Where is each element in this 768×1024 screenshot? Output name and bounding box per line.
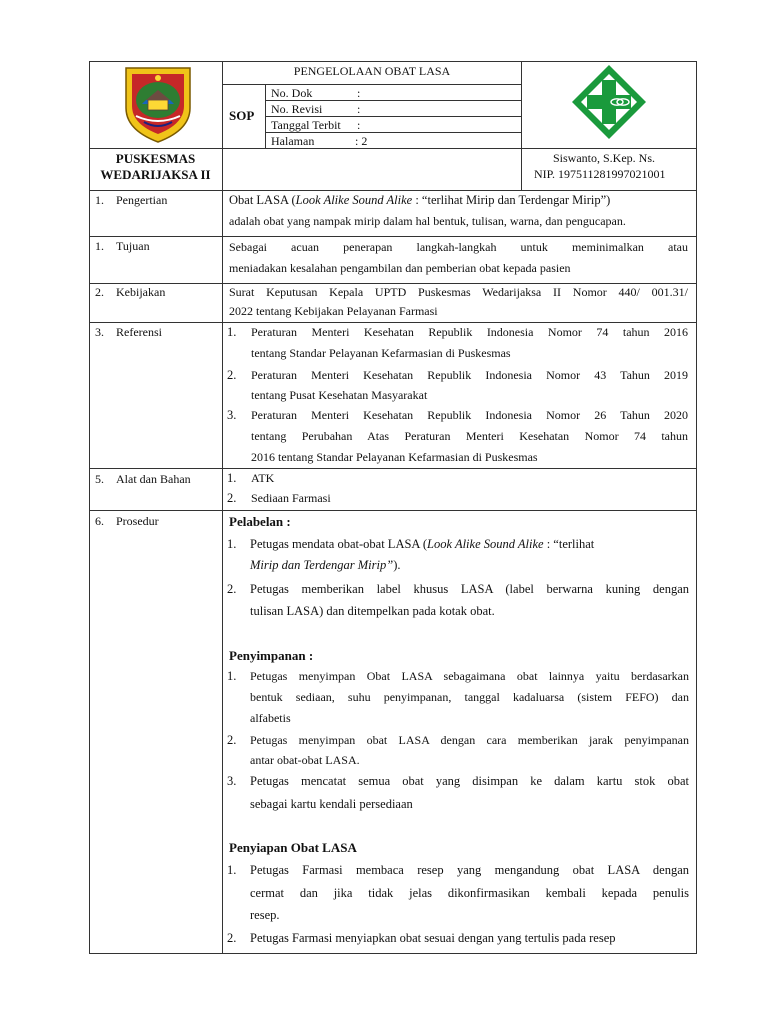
alat-item: Sediaan Farmasi [251,491,331,505]
referensi-item-line: tentang Perubahan Atas Peraturan Menteri Kesehatan Nomor 74 tahun [251,429,688,443]
field-label-halaman: Halaman [271,134,315,148]
divider [89,236,697,237]
divider [89,322,697,323]
penyimpanan-item-line: antar obat-obat LASA. [250,753,360,767]
divider [89,468,697,469]
divider [89,510,697,511]
list-number: 3. [227,408,237,422]
divider [89,190,697,191]
kebijakan-line1: Surat Keputusan Kepala UPTD Puskesmas Wedarijaksa II Nomor 440/ 001.31/ [229,285,688,299]
section-label-prosedur: Prosedur [116,514,159,528]
list-number: 2. [227,931,237,945]
signer-nip: NIP. 197511281997021001 [534,167,666,181]
divider [89,283,697,284]
referensi-item-line: Peraturan Menteri Kesehatan Republik Indonesia Nomor 26 Tahun 2020 [251,408,688,422]
divider [222,61,223,954]
penyimpanan-item-line: Petugas menyimpan Obat LASA sebagaimana obat lainnya yaitu berdasarkan [250,669,689,683]
penyimpanan-item-line: sebagai kartu kendali persediaan [250,797,413,811]
pelabelan-item-line [250,558,401,573]
penyiapan-item-line: Petugas Farmasi membaca resep yang mengandung obat LASA dengan [250,863,689,877]
pelabelan-item-line: Petugas memberikan label khusus LASA (label berwarna kuning dengan [250,582,689,596]
pengertian-line1 [229,193,610,208]
referensi-item-line: tentang Pusat Kesehatan Masyarakat [251,388,428,402]
section-label-referensi: Referensi [116,325,162,339]
kebijakan-line2: 2022 tentang Kebijakan Pelayanan Farmasi [229,304,438,318]
pelabelan-text: ). [393,558,401,572]
field-value-no-revisi: : [357,102,361,116]
list-number: 1. [227,669,237,683]
pelabelan-italic: Look Alike Sound Alike [427,537,544,551]
section-number: 1. [95,193,104,207]
document-title: PENGELOLAAN OBAT LASA [293,64,451,78]
list-number: 1. [227,471,237,485]
list-number: 2. [227,733,237,747]
pelabelan-item-line [250,537,594,552]
divider [223,84,521,85]
referensi-item-line: Peraturan Menteri Kesehatan Republik Indonesia Nomor 74 tahun 2016 [251,325,688,339]
org-name-line1: PUSKESMAS [115,151,196,166]
list-number: 3. [227,774,237,788]
section-label-pengertian: Pengertian [116,193,168,207]
list-number: 2. [227,491,237,505]
subheading-penyimpanan: Penyimpanan : [229,648,314,663]
org-name-line2: WEDARIJAKSA II [100,167,211,182]
pengertian-text: : “terlihat Mirip dan Terdengar Mirip”) [412,193,611,207]
field-label-no-revisi: No. Revisi [271,102,323,116]
field-value-tanggal-terbit: : [357,118,361,132]
penyimpanan-item-line: alfabetis [250,711,291,725]
divider [265,84,266,148]
tujuan-line1: Sebagai acuan penerapan langkah-langkah untuk meminimalkan atau [229,240,688,254]
field-label-tanggal-terbit: Tanggal Terbit [271,118,341,132]
field-label-no-dok: No. Dok [271,86,313,100]
list-number: 1. [227,537,237,551]
penyimpanan-item-line: Petugas menyimpan obat LASA dengan cara memberikan jarak penyimpanan [250,733,689,747]
section-number: 2. [95,285,104,299]
section-number: 3. [95,325,104,339]
penyimpanan-item-line: bentuk sediaan, suhu penyimpanan, tanggal kadaluarsa (sistem FEFO) dan [250,690,689,704]
section-label-kebijakan: Kebijakan [116,285,166,299]
pengertian-line2: adalah obat yang nampak mirip dalam hal bentuk, tulisan, warna, dan pengucapan. [229,214,626,228]
tujuan-line2: meniadakan kesalahan pengambilan dan pemberian obat kepada pasien [229,261,571,275]
list-number: 2. [227,582,237,596]
list-number: 1. [227,325,237,339]
divider [521,61,522,190]
pelabelan-text: Petugas mendata obat-obat LASA ( [250,537,428,551]
pengertian-italic: Look Alike Sound Alike [295,193,413,207]
regional-emblem-icon [118,64,198,144]
alat-item: ATK [251,471,275,485]
puskesmas-cross-icon [570,63,648,141]
section-label-tujuan: Tujuan [116,239,150,253]
field-value-halaman: : 2 [355,134,368,148]
pelabelan-italic: Mirip dan Terdengar Mirip” [250,558,394,572]
referensi-item-line: tentang Standar Pelayanan Kefarmasian di Puskesmas [251,346,511,360]
referensi-item-line: Peraturan Menteri Kesehatan Republik Indonesia Nomor 43 Tahun 2019 [251,368,688,382]
list-number: 2. [227,368,237,382]
section-number: 1. [95,239,104,253]
subheading-pelabelan: Pelabelan : [229,514,291,529]
divider [89,148,697,149]
section-number: 5. [95,472,104,486]
section-number: 6. [95,514,104,528]
pelabelan-text: : “terlihat [543,537,595,551]
penyiapan-item-line: resep. [250,908,280,922]
field-value-no-dok: : [357,86,361,100]
section-label-alat-dan-bahan: Alat dan Bahan [116,472,191,486]
list-number: 1. [227,863,237,877]
sop-label: SOP [229,108,255,123]
penyiapan-item-line: Petugas Farmasi menyiapkan obat sesuai dengan yang tertulis pada resep [250,931,616,945]
referensi-item-line: 2016 tentang Standar Pelayanan Kefarmasian di Puskesmas [251,450,538,464]
subheading-penyiapan: Penyiapan Obat LASA [229,840,357,855]
signer-name: Siswanto, S.Kep. Ns. [553,151,656,165]
penyiapan-item-line: cermat dan jika tidak jelas dikonfirmasikan kembali kepada penulis [250,886,689,900]
pengertian-text: Obat LASA ( [229,193,296,207]
penyimpanan-item-line: Petugas mencatat semua obat yang disimpan ke dalam kartu stok obat [250,774,689,788]
pelabelan-item-line: tulisan LASA) dan ditempelkan pada kotak obat. [250,604,495,618]
